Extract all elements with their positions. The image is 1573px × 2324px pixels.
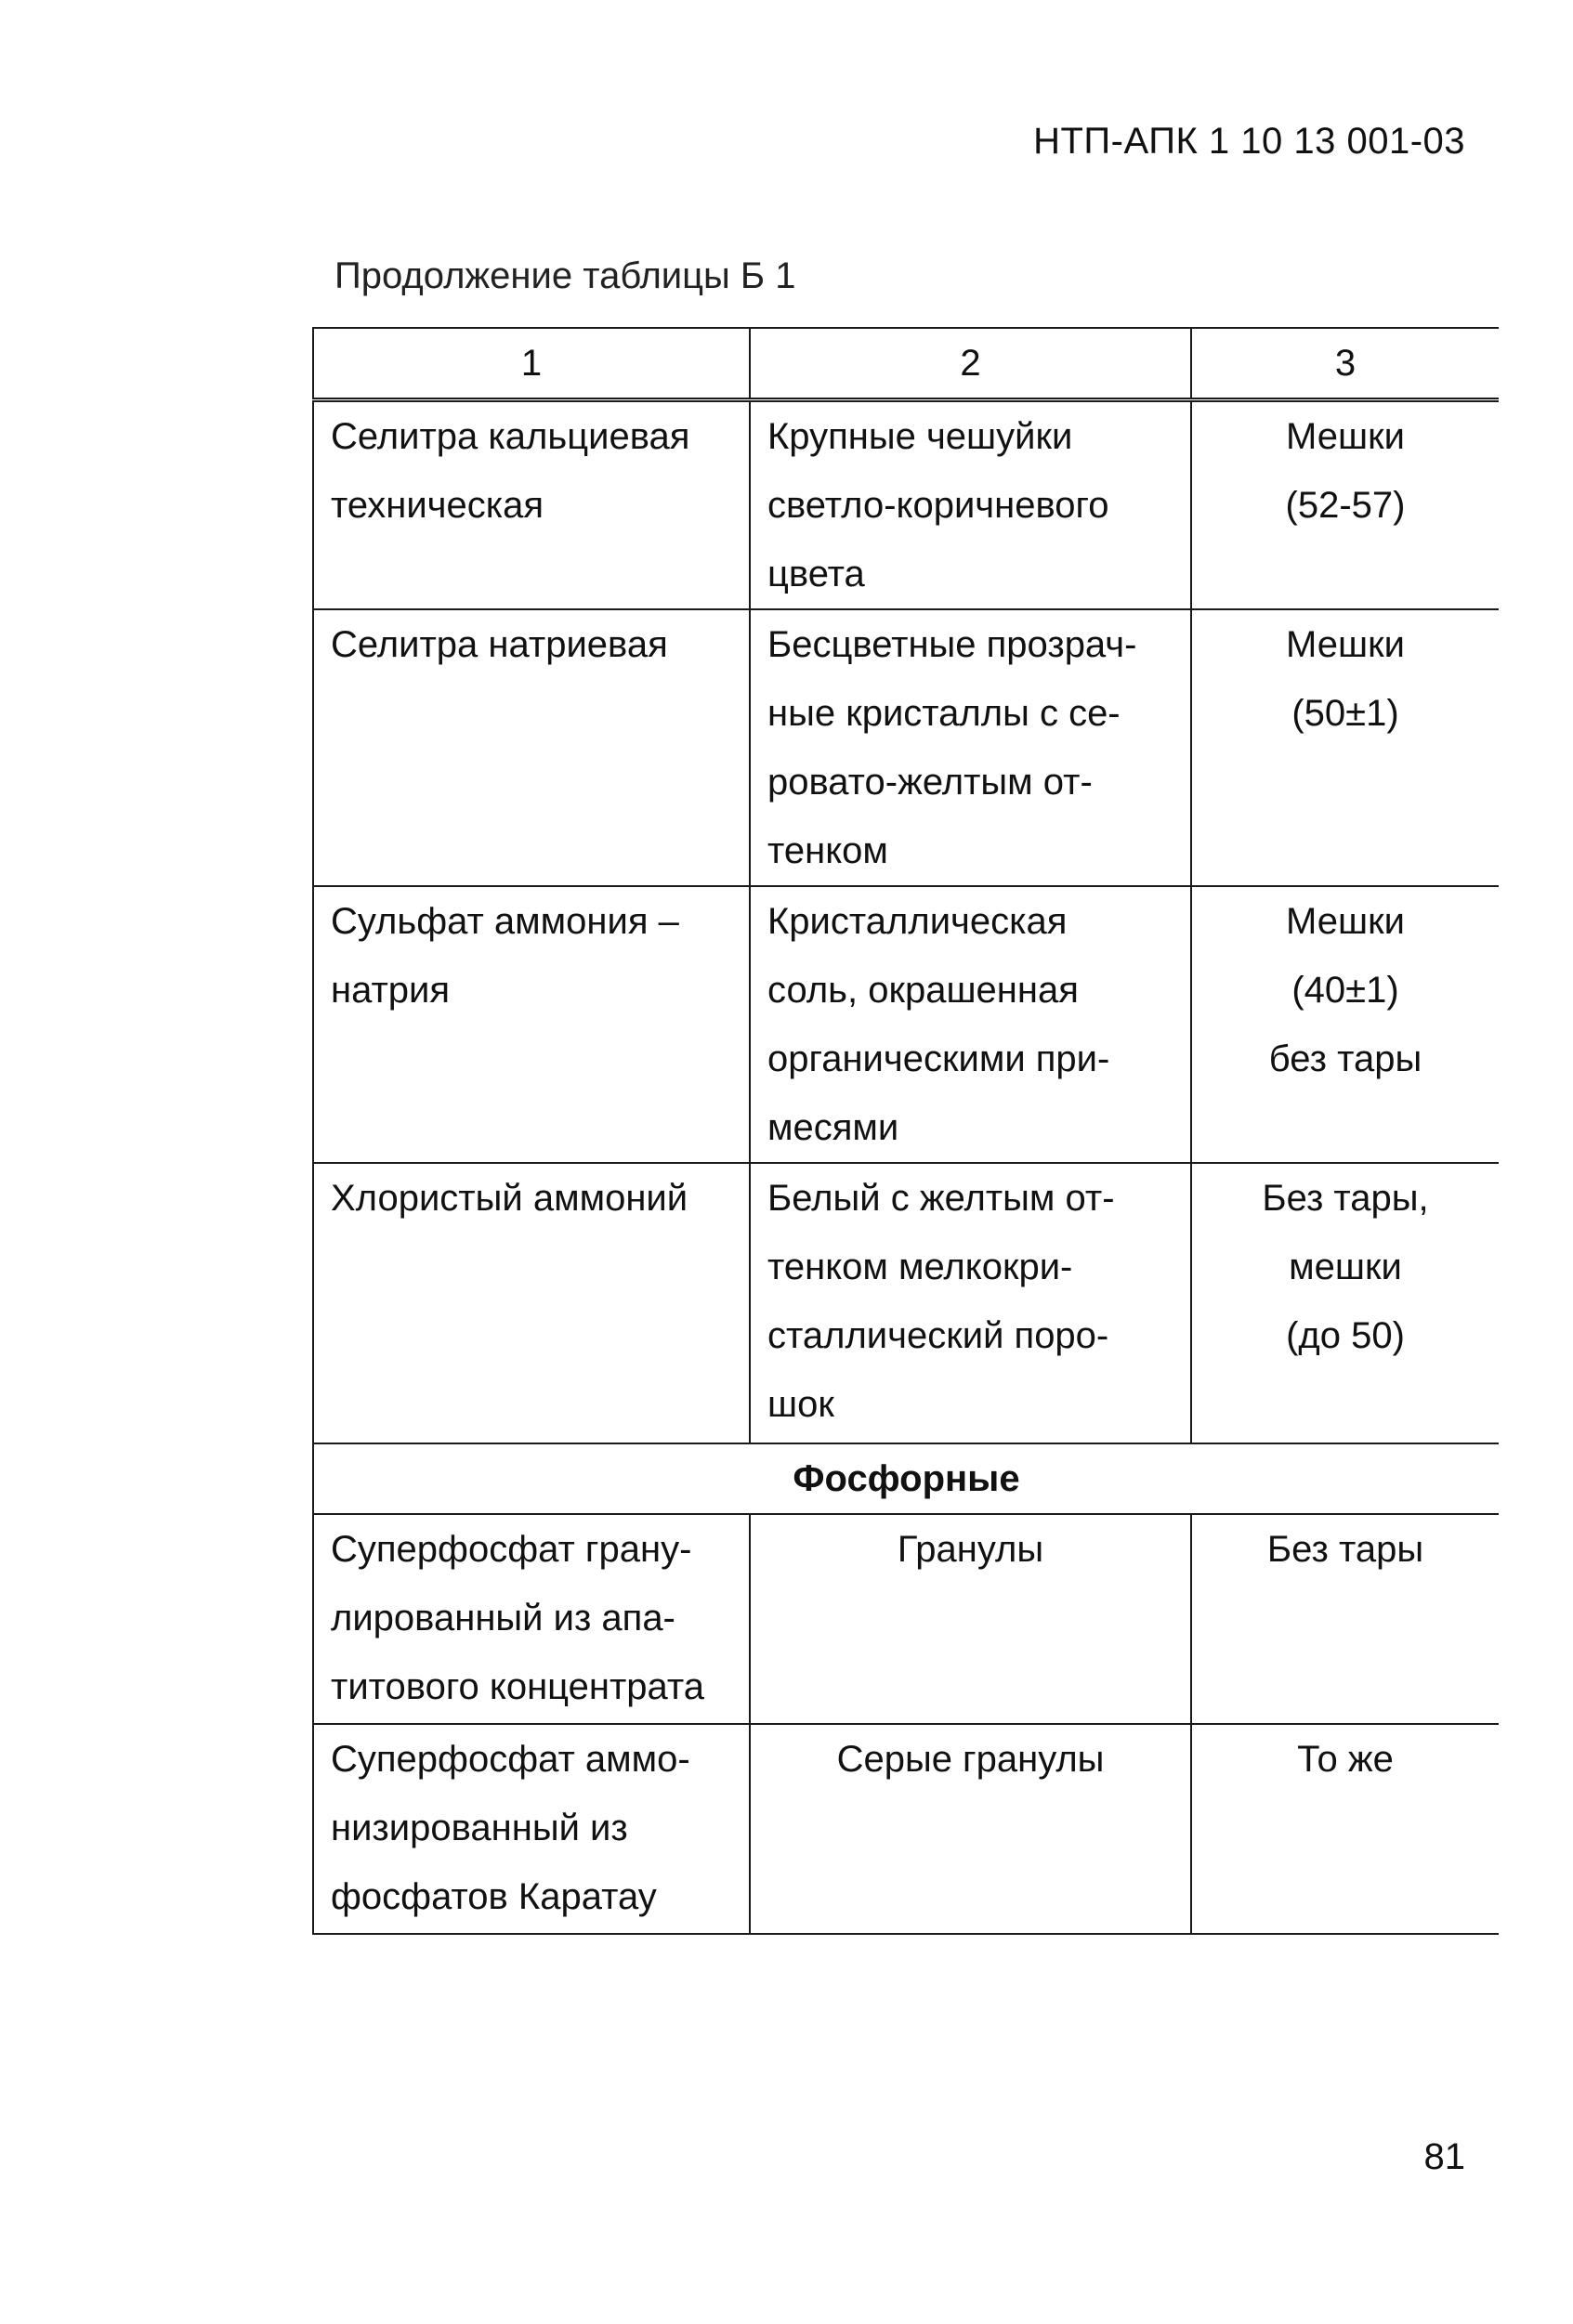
cell-description (750, 1163, 1191, 1443)
cell-text: Бесцветные прозрач- (767, 624, 1137, 665)
cell-text: тенком (767, 830, 888, 871)
cell-description (750, 886, 1191, 1163)
table-row (313, 886, 1499, 1163)
cell-text: соль, окрашенная (767, 970, 1079, 1011)
cell-text: Гранулы (897, 1529, 1044, 1570)
table-header-row (313, 328, 1499, 400)
cell-text: техническая (331, 485, 544, 526)
cell-text: Суперфосфат грану- (331, 1529, 692, 1570)
column-header-3: 3 (1191, 328, 1499, 400)
cell-text: тенком мелкокри- (767, 1247, 1073, 1287)
page-number: 81 (1423, 2136, 1465, 2177)
cell-text: (50±1) (1291, 693, 1399, 734)
cell-description (750, 1514, 1191, 1724)
cell-name (313, 886, 750, 1163)
table-row (313, 1724, 1499, 1934)
cell-description (750, 1724, 1191, 1934)
cell-text: низированный из (331, 1808, 628, 1848)
cell-packaging (1191, 1724, 1499, 1934)
cell-name (313, 609, 750, 886)
cell-text: мешки (1289, 1247, 1402, 1287)
cell-name (313, 1514, 750, 1724)
cell-packaging (1191, 1514, 1499, 1724)
cell-text: без тары (1268, 1038, 1422, 1079)
cell-text: лированный из апа- (331, 1598, 675, 1639)
cell-text: цвета (767, 554, 865, 594)
cell-text: ные кристаллы с се- (767, 693, 1121, 734)
table-row (313, 1163, 1499, 1443)
cell-text: Крупные чешуйки (767, 416, 1073, 457)
cell-packaging (1191, 1163, 1499, 1443)
cell-packaging (1191, 609, 1499, 886)
cell-text: Хлористый аммоний (331, 1178, 688, 1219)
cell-text: Без тары, (1262, 1178, 1429, 1219)
cell-text: Без тары (1266, 1529, 1424, 1570)
cell-text: месями (767, 1107, 899, 1148)
cell-text: светло-коричневого (767, 485, 1109, 526)
cell-text: Кристаллическая (767, 901, 1068, 942)
cell-text: ровато-желтым от- (767, 762, 1093, 803)
cell-text: Белый с желтым от- (767, 1178, 1115, 1219)
cell-text: Сульфат аммония – (331, 901, 679, 942)
cell-name (313, 1724, 750, 1934)
cell-description (750, 609, 1191, 886)
section-row (313, 1443, 1499, 1514)
cell-text: (52-57) (1285, 485, 1406, 526)
table-row (313, 609, 1499, 886)
document-code: НТП-АПК 1 10 13 001-03 (1033, 121, 1465, 162)
cell-text: Серые гранулы (836, 1739, 1105, 1780)
cell-text: органическими при- (767, 1038, 1110, 1079)
cell-text: шок (767, 1384, 834, 1425)
cell-text: Суперфосфат аммо- (331, 1739, 690, 1780)
cell-text: Мешки (1286, 416, 1405, 457)
column-header-2: 2 (750, 328, 1191, 400)
cell-text: натрия (331, 970, 451, 1011)
fertilizer-table (312, 327, 1499, 1935)
cell-text: Мешки (1286, 901, 1405, 942)
cell-packaging (1191, 400, 1499, 610)
cell-name (313, 1163, 750, 1443)
cell-text: фосфатов Каратау (331, 1876, 657, 1917)
cell-text: (до 50) (1286, 1315, 1405, 1356)
section-title: Фосфорные (313, 1443, 1499, 1514)
table-row (313, 1514, 1499, 1724)
table-row (313, 400, 1499, 610)
table-caption: Продолжение таблицы Б 1 (334, 255, 796, 296)
cell-text: То же (1297, 1739, 1394, 1780)
cell-description (750, 400, 1191, 610)
cell-text: Селитра кальциевая (331, 416, 690, 457)
column-header-1: 1 (313, 328, 750, 400)
cell-text: сталлический поро- (767, 1315, 1109, 1356)
cell-packaging (1191, 886, 1499, 1163)
cell-text: Селитра натриевая (331, 624, 668, 665)
cell-text: титового концентрата (331, 1666, 705, 1707)
cell-text: (40±1) (1291, 970, 1399, 1011)
cell-text: Мешки (1286, 624, 1405, 665)
cell-name (313, 400, 750, 610)
